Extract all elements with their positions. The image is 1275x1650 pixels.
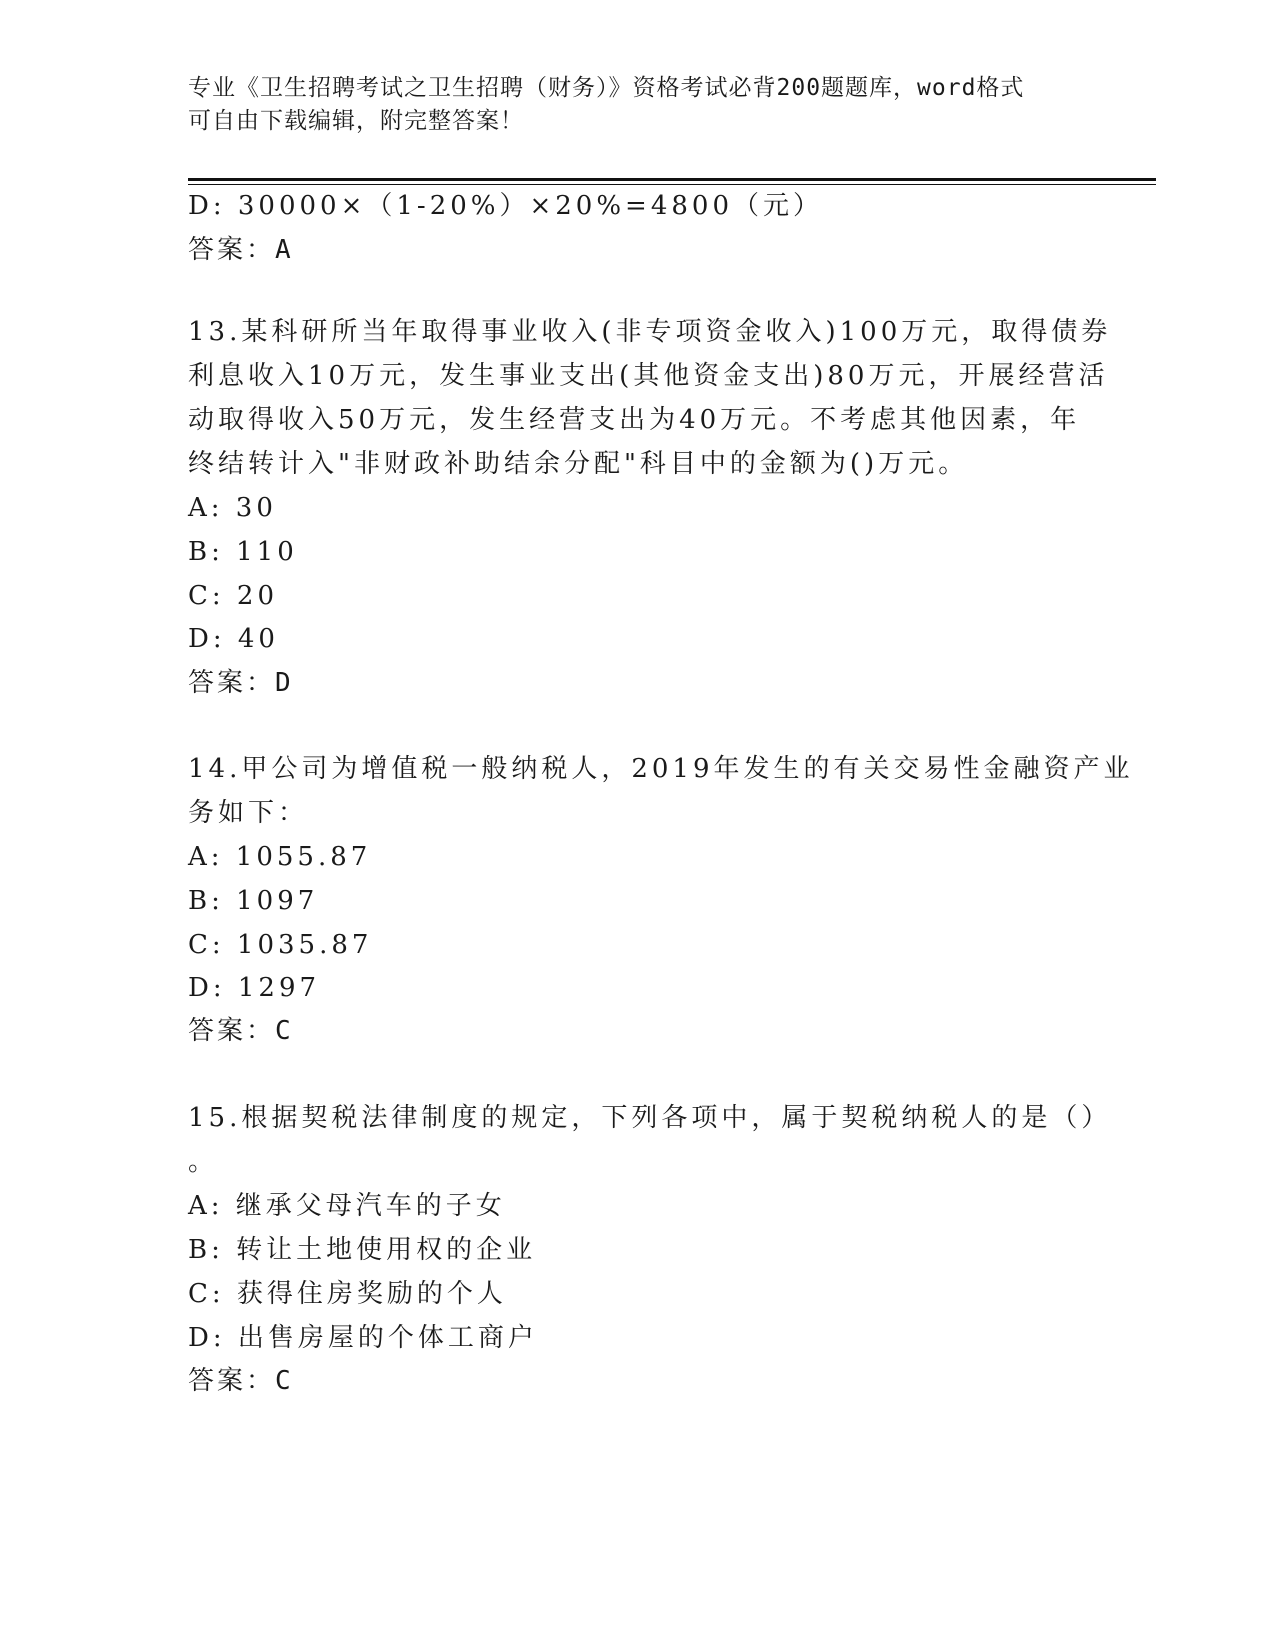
q14-answer: 答案：C bbox=[188, 1016, 294, 1046]
prev-option-d: D: 30000×（1-20%）×20%=4800（元） bbox=[188, 191, 824, 221]
q13-option-c: C: 20 bbox=[188, 581, 279, 611]
q15-option-b: B: 转让土地使用权的企业 bbox=[188, 1235, 537, 1265]
q15-option-d: D: 出售房屋的个体工商户 bbox=[188, 1323, 538, 1353]
q13-option-d: D: 40 bbox=[188, 624, 279, 654]
q13-stem-line-1: 13.某科研所当年取得事业收入(非专项资金收入)100万元，取得债券 bbox=[188, 317, 1112, 347]
q15-stem-line-1: 15.根据契税法律制度的规定，下列各项中，属于契税纳税人的是（） bbox=[188, 1103, 1112, 1133]
header-rule-thin bbox=[188, 184, 1156, 185]
q14-option-c: C: 1035.87 bbox=[188, 930, 373, 960]
q13-option-a: A: 30 bbox=[188, 493, 277, 523]
q13-stem-line-4: 终结转计入"非财政补助结余分配"科目中的金额为()万元。 bbox=[188, 449, 969, 479]
q13-option-b: B: 110 bbox=[188, 537, 298, 567]
q15-option-a: A: 继承父母汽车的子女 bbox=[188, 1191, 506, 1221]
q13-stem-line-2: 利息收入10万元，发生事业支出(其他资金支出)80万元，开展经营活 bbox=[188, 361, 1109, 391]
q14-option-a: A: 1055.87 bbox=[188, 842, 372, 872]
q14-stem-line-2: 务如下： bbox=[188, 798, 309, 828]
q15-option-c: C: 获得住房奖励的个人 bbox=[188, 1279, 507, 1309]
q14-stem-line-1: 14.甲公司为增值税一般纳税人，2019年发生的有关交易性金融资产业 bbox=[188, 754, 1134, 784]
prev-answer: 答案：A bbox=[188, 235, 294, 265]
header-line-1: 专业《卫生招聘考试之卫生招聘（财务）》资格考试必背200题题库，word格式 bbox=[188, 75, 1025, 101]
header-rule-thick bbox=[188, 178, 1156, 181]
q14-option-d: D: 1297 bbox=[188, 973, 321, 1003]
q15-stem-line-2: 。 bbox=[188, 1147, 219, 1177]
q14-option-b: B: 1097 bbox=[188, 886, 319, 916]
document-header bbox=[188, 72, 1088, 138]
header-line-2: 可自由下载编辑，附完整答案！ bbox=[188, 108, 524, 134]
q13-answer: 答案：D bbox=[188, 668, 294, 698]
q13-stem-line-3: 动取得收入50万元，发生经营支出为40万元。不考虑其他因素，年 bbox=[188, 405, 1081, 435]
q15-answer: 答案：C bbox=[188, 1366, 294, 1396]
